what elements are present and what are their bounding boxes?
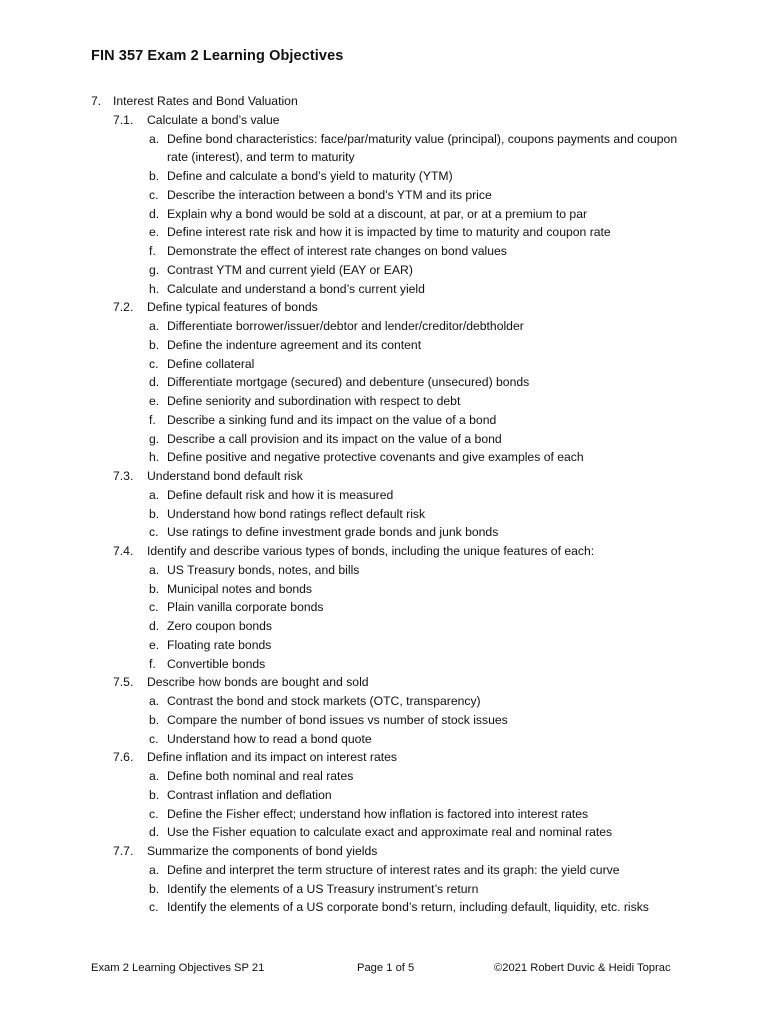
objective-letter: b. [149, 506, 160, 521]
objective-text: Contrast the bond and stock markets (OTC, transparency) [167, 694, 481, 708]
objective-item [0, 655, 768, 674]
section-title: Interest Rates and Bond Valuation [113, 94, 298, 108]
objective-text: Demonstrate the effect of interest rate changes on bond values [167, 244, 507, 258]
objective-item [0, 355, 768, 374]
subsection-number: 7.6. [113, 750, 134, 765]
objective-item [0, 730, 768, 749]
objective-item [0, 130, 768, 168]
objective-letter: c. [149, 731, 159, 746]
objective-letter: h. [149, 281, 160, 296]
objective-item [0, 186, 768, 205]
objective-text: Define the Fisher effect; understand how inflation is factored into interest rates [167, 806, 589, 821]
objective-text: Describe a sinking fund and its impact on the value of a bond [167, 412, 497, 427]
objective-letter: b. [149, 581, 160, 596]
objective-item [0, 261, 768, 280]
objective-item [0, 561, 768, 580]
subsection-heading [0, 842, 768, 861]
objective-item [0, 823, 768, 842]
objective-letter: c. [149, 900, 159, 915]
objective-item [0, 205, 768, 224]
objective-letter: d. [149, 206, 160, 221]
objective-text: Convertible bonds [167, 656, 266, 671]
objective-letter: g. [149, 431, 160, 446]
objective-text: Define both nominal and real rates [167, 769, 354, 783]
subsection-number: 7.1. [113, 112, 134, 127]
section-number: 7. [91, 94, 102, 108]
objective-text: Define positive and negative protective covenants and give examples of each [167, 450, 584, 465]
subsection-heading [0, 111, 768, 130]
objective-item [0, 223, 768, 242]
objective-item [0, 580, 768, 599]
objective-item [0, 486, 768, 505]
objective-letter: g. [149, 262, 160, 277]
objective-letter: e. [149, 225, 160, 240]
objective-letter: b. [149, 881, 160, 896]
objective-text: Define default risk and how it is measured [167, 487, 394, 502]
objective-text: Use the Fisher equation to calculate exact and approximate real and nominal rates [167, 825, 613, 840]
objective-letter: b. [149, 787, 160, 802]
subsection-title: Define inflation and its impact on interest rates [147, 750, 397, 765]
objective-text: Describe a call provision and its impact on the value of a bond [167, 431, 502, 446]
objective-text: Define collateral [167, 356, 255, 371]
objective-text: Understand how bond ratings reflect default risk [167, 506, 426, 521]
objective-letter: a. [149, 694, 160, 708]
subsection-title: Define typical features of bonds [147, 300, 318, 315]
objective-letter: h. [149, 450, 160, 465]
subsection-title: Identify and describe various types of bonds, including the unique features of each: [147, 544, 595, 558]
objective-text: Municipal notes and bonds [167, 581, 312, 596]
subsection-number: 7.4. [113, 544, 134, 558]
objective-letter: c. [149, 600, 159, 615]
objective-text: Define seniority and subordination with respect to debt [167, 394, 461, 408]
learning-objectives-list [0, 92, 768, 917]
subsection-number: 7.5. [113, 675, 134, 690]
objective-letter: a. [149, 319, 160, 333]
objective-item [0, 598, 768, 617]
objective-letter: a. [149, 487, 160, 502]
objective-text: Compare the number of bond issues vs number of stock issues [167, 712, 508, 727]
objective-item [0, 430, 768, 449]
objective-item [0, 167, 768, 186]
objective-item [0, 786, 768, 805]
objective-letter: a. [149, 131, 160, 146]
objective-letter: d. [149, 375, 160, 390]
footer-page-number: Page 1 of 5 [357, 962, 415, 974]
subsection-title: Understand bond default risk [147, 469, 303, 483]
objective-item [0, 880, 768, 899]
objective-letter: d. [149, 619, 160, 633]
objective-item [0, 448, 768, 467]
subsection-title: Describe how bonds are bought and sold [147, 675, 369, 690]
objective-text: Define interest rate risk and how it is impacted by time to maturity and coupon rate [167, 225, 611, 240]
subsection-title: Summarize the components of bond yields [147, 844, 378, 858]
objective-item [0, 898, 768, 917]
objective-text: Contrast inflation and deflation [167, 787, 332, 802]
objective-item [0, 411, 768, 430]
objective-letter: f. [149, 412, 156, 427]
objective-item [0, 711, 768, 730]
objective-text: Floating rate bonds [167, 637, 272, 652]
objective-text: Understand how to read a bond quote [167, 731, 372, 746]
objective-text: Contrast YTM and current yield (EAY or EAR) [167, 262, 413, 277]
objective-letter: f. [149, 244, 156, 258]
objective-text: Identify the elements of a US corporate bond’s return, including default, liquidity, etc. risks [167, 900, 649, 915]
objective-letter: a. [149, 562, 160, 577]
objective-text: Calculate and understand a bond’s current yield [167, 281, 425, 296]
subsection-heading [0, 748, 768, 767]
footer-document-name: Exam 2 Learning Objectives SP 21 [91, 962, 265, 974]
objective-item [0, 505, 768, 524]
objective-item [0, 392, 768, 411]
subsection-heading [0, 467, 768, 486]
subsection-title: Calculate a bond’s value [147, 112, 280, 127]
objective-item [0, 692, 768, 711]
objective-letter: e. [149, 394, 160, 408]
objective-item [0, 861, 768, 880]
subsection-number: 7.3. [113, 469, 134, 483]
objective-item [0, 523, 768, 542]
objective-letter: a. [149, 862, 160, 877]
objective-text: Define and interpret the term structure of interest rates and its graph: the yield curve [167, 862, 620, 877]
objective-letter: b. [149, 337, 160, 352]
objective-letter: c. [149, 525, 159, 540]
objective-item [0, 767, 768, 786]
objective-item [0, 636, 768, 655]
objective-text: Define the indenture agreement and its content [167, 337, 422, 352]
objective-letter: e. [149, 637, 160, 652]
objective-letter: b. [149, 712, 160, 727]
objective-text: Differentiate mortgage (secured) and debenture (unsecured) bonds [167, 375, 530, 390]
objective-letter: f. [149, 656, 156, 671]
subsection-heading [0, 542, 768, 561]
objective-letter: a. [149, 769, 160, 783]
footer-copyright: ©2021 Robert Duvic & Heidi Toprac [494, 962, 671, 974]
section-heading [0, 92, 768, 111]
objective-text: Define and calculate a bond’s yield to maturity (YTM) [167, 169, 453, 183]
objective-letter: c. [149, 806, 159, 821]
objective-item [0, 617, 768, 636]
objective-item [0, 280, 768, 299]
objective-item [0, 805, 768, 824]
objective-text: Zero coupon bonds [167, 619, 273, 633]
objective-text: Plain vanilla corporate bonds [167, 600, 324, 615]
objective-text: Describe the interaction between a bond’s YTM and its price [167, 187, 492, 202]
subsection-heading [0, 673, 768, 692]
objective-text: Define bond characteristics: face/par/maturity value (principal), coupons payments and coupon rate (interest), and term to maturity [167, 131, 678, 165]
objective-text: Differentiate borrower/issuer/debtor and lender/creditor/debtholder [167, 319, 524, 333]
objective-letter: c. [149, 187, 159, 202]
objective-text: US Treasury bonds, notes, and bills [167, 562, 360, 577]
objective-letter: b. [149, 169, 160, 183]
subsection-number: 7.2. [113, 300, 134, 315]
subsection-heading [0, 298, 768, 317]
objective-item [0, 242, 768, 261]
subsection-number: 7.7. [113, 844, 134, 858]
objective-text: Use ratings to define investment grade bonds and junk bonds [167, 525, 499, 540]
objective-item [0, 336, 768, 355]
objective-item [0, 317, 768, 336]
document-title: FIN 357 Exam 2 Learning Objectives [91, 48, 344, 64]
objective-letter: c. [149, 356, 159, 371]
objective-text: Explain why a bond would be sold at a discount, at par, or at a premium to par [167, 206, 588, 221]
objective-item [0, 373, 768, 392]
objective-text: Identify the elements of a US Treasury instrument’s return [167, 881, 479, 896]
objective-letter: d. [149, 825, 160, 840]
